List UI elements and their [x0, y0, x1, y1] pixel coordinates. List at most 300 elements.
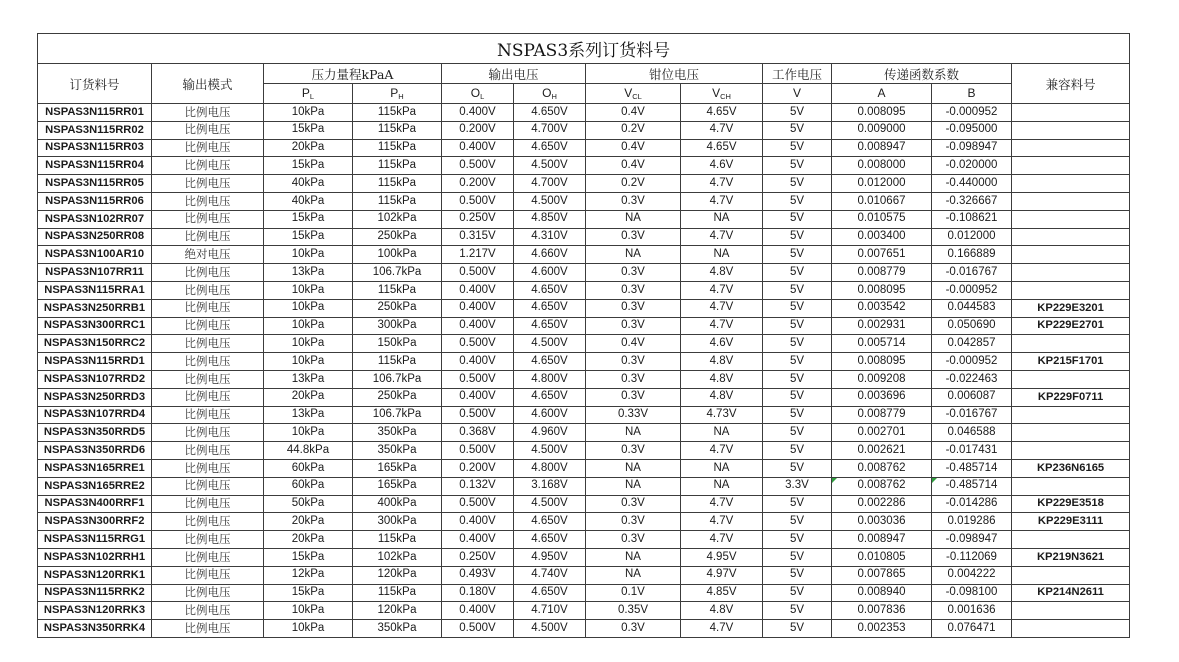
supply-voltage-cell: 5V — [763, 388, 832, 406]
output-low-cell: 0.500V — [442, 620, 514, 638]
output-mode-cell: 比例电压 — [152, 264, 264, 282]
clamp-high-cell: 4.7V — [681, 192, 763, 210]
pressure-low-cell: 40kPa — [264, 192, 353, 210]
supply-voltage-cell: 5V — [763, 121, 832, 139]
pressure-low-cell: 60kPa — [264, 459, 353, 477]
pressure-low-cell: 10kPa — [264, 281, 353, 299]
compatible-part-cell — [1012, 281, 1130, 299]
output-mode-cell: 比例电压 — [152, 175, 264, 193]
coeff-b-cell: -0.016767 — [932, 406, 1012, 424]
pressure-low-cell: 12kPa — [264, 566, 353, 584]
compatible-part-cell — [1012, 157, 1130, 175]
pressure-high-cell: 120kPa — [353, 566, 442, 584]
compatible-part-cell: KP229E3111 — [1012, 513, 1130, 531]
pressure-low-cell: 10kPa — [264, 335, 353, 353]
pressure-low-cell: 10kPa — [264, 620, 353, 638]
pressure-high-cell: 250kPa — [353, 228, 442, 246]
compatible-part-cell: KP229E3518 — [1012, 495, 1130, 513]
clamp-high-cell: 4.8V — [681, 264, 763, 282]
clamp-low-cell: 0.3V — [586, 317, 681, 335]
pressure-low-cell: 15kPa — [264, 121, 353, 139]
coeff-a-cell: 0.003542 — [832, 299, 932, 317]
pressure-low-cell: 10kPa — [264, 104, 353, 122]
table-row — [38, 388, 1130, 406]
coeff-a-cell: 0.003036 — [832, 513, 932, 531]
clamp-low-cell: 0.3V — [586, 620, 681, 638]
output-high-cell: 4.650V — [514, 584, 586, 602]
output-high-cell: 4.700V — [514, 175, 586, 193]
coeff-a-cell: 0.003696 — [832, 388, 932, 406]
clamp-low-cell: 0.3V — [586, 388, 681, 406]
output-high-cell: 4.500V — [514, 620, 586, 638]
header-part-number: 订货料号 — [38, 64, 152, 104]
output-low-cell: 0.500V — [442, 264, 514, 282]
header-output-voltage: 输出电压 — [442, 64, 586, 84]
clamp-low-cell: NA — [586, 477, 681, 495]
clamp-low-cell: 0.3V — [586, 495, 681, 513]
clamp-high-cell: 4.7V — [681, 620, 763, 638]
output-mode-cell: 比例电压 — [152, 370, 264, 388]
header-v-clamp-low: $V_{CL}$ — [586, 84, 681, 104]
pressure-high-cell: 400kPa — [353, 495, 442, 513]
coeff-a-cell: 0.002701 — [832, 424, 932, 442]
part-number-cell: NSPAS3N102RR07 — [38, 210, 152, 228]
header-coeff-a: A — [832, 84, 932, 104]
output-high-cell: 4.650V — [514, 388, 586, 406]
table-row — [38, 424, 1130, 442]
clamp-high-cell: 4.7V — [681, 531, 763, 549]
pressure-low-cell: 20kPa — [264, 139, 353, 157]
coeff-b-cell: -0.022463 — [932, 370, 1012, 388]
pressure-low-cell: 40kPa — [264, 175, 353, 193]
output-high-cell: 4.650V — [514, 317, 586, 335]
pressure-high-cell: 100kPa — [353, 246, 442, 264]
output-mode-cell: 比例电压 — [152, 442, 264, 460]
header-v-supply: V — [763, 84, 832, 104]
output-mode-cell: 比例电压 — [152, 139, 264, 157]
compatible-part-cell — [1012, 620, 1130, 638]
clamp-low-cell: NA — [586, 548, 681, 566]
coeff-b-cell: 0.001636 — [932, 602, 1012, 620]
output-high-cell: 4.950V — [514, 548, 586, 566]
clamp-high-cell: 4.73V — [681, 406, 763, 424]
table-row — [38, 442, 1130, 460]
part-number-cell: NSPAS3N100AR10 — [38, 246, 152, 264]
coeff-a-cell: 0.005714 — [832, 335, 932, 353]
coeff-a-cell: 0.010805 — [832, 548, 932, 566]
table-row — [38, 531, 1130, 549]
compatible-part-cell — [1012, 228, 1130, 246]
compatible-part-cell: KP215F1701 — [1012, 353, 1130, 371]
supply-voltage-cell: 5V — [763, 210, 832, 228]
table-row — [38, 317, 1130, 335]
output-high-cell: 4.650V — [514, 299, 586, 317]
coeff-b-cell: -0.098947 — [932, 531, 1012, 549]
output-low-cell: 0.400V — [442, 104, 514, 122]
part-number-cell: NSPAS3N300RRF2 — [38, 513, 152, 531]
coeff-a-cell: 0.008095 — [832, 281, 932, 299]
part-number-cell: NSPAS3N107RRD2 — [38, 370, 152, 388]
table-row — [38, 335, 1130, 353]
clamp-low-cell: 0.3V — [586, 353, 681, 371]
output-mode-cell: 比例电压 — [152, 228, 264, 246]
part-number-cell: NSPAS3N400RRF1 — [38, 495, 152, 513]
output-mode-cell: 比例电压 — [152, 388, 264, 406]
coeff-a-cell: 0.003400 — [832, 228, 932, 246]
output-low-cell: 0.368V — [442, 424, 514, 442]
clamp-low-cell: 0.4V — [586, 139, 681, 157]
output-low-cell: 0.250V — [442, 210, 514, 228]
compatible-part-cell: KP236N6165 — [1012, 459, 1130, 477]
compatible-part-cell: KP214N2611 — [1012, 584, 1130, 602]
coeff-b-cell: -0.000952 — [932, 281, 1012, 299]
clamp-low-cell: 0.1V — [586, 584, 681, 602]
output-high-cell: 4.960V — [514, 424, 586, 442]
output-mode-cell: 比例电压 — [152, 104, 264, 122]
pressure-high-cell: 115kPa — [353, 157, 442, 175]
output-low-cell: 1.217V — [442, 246, 514, 264]
header-pressure-range: 压力量程kPaA — [264, 64, 442, 84]
supply-voltage-cell: 5V — [763, 317, 832, 335]
coeff-b-cell: -0.485714 — [932, 459, 1012, 477]
part-number-cell: NSPAS3N102RRH1 — [38, 548, 152, 566]
table-row — [38, 459, 1130, 477]
supply-voltage-cell: 5V — [763, 175, 832, 193]
output-mode-cell: 比例电压 — [152, 584, 264, 602]
supply-voltage-cell: 5V — [763, 620, 832, 638]
output-low-cell: 0.200V — [442, 175, 514, 193]
part-number-cell: NSPAS3N250RRD3 — [38, 388, 152, 406]
output-mode-cell: 比例电压 — [152, 299, 264, 317]
part-number-cell: NSPAS3N165RRE2 — [38, 477, 152, 495]
supply-voltage-cell: 5V — [763, 566, 832, 584]
clamp-low-cell: 0.3V — [586, 228, 681, 246]
compatible-part-cell — [1012, 531, 1130, 549]
pressure-high-cell: 350kPa — [353, 424, 442, 442]
pressure-high-cell: 120kPa — [353, 602, 442, 620]
coeff-b-cell: -0.108621 — [932, 210, 1012, 228]
supply-voltage-cell: 5V — [763, 602, 832, 620]
output-high-cell: 4.700V — [514, 121, 586, 139]
compatible-part-cell — [1012, 192, 1130, 210]
clamp-high-cell: 4.7V — [681, 228, 763, 246]
pressure-high-cell: 102kPa — [353, 548, 442, 566]
part-number-cell: NSPAS3N115RR03 — [38, 139, 152, 157]
header-o-high: $O_H$ — [514, 84, 586, 104]
output-mode-cell: 比例电压 — [152, 513, 264, 531]
output-low-cell: 0.500V — [442, 157, 514, 175]
pressure-low-cell: 10kPa — [264, 424, 353, 442]
part-number-cell: NSPAS3N165RRE1 — [38, 459, 152, 477]
clamp-high-cell: 4.85V — [681, 584, 763, 602]
coeff-a-cell: 0.002286 — [832, 495, 932, 513]
clamp-high-cell: NA — [681, 477, 763, 495]
table-body — [38, 104, 1130, 638]
output-mode-cell: 比例电压 — [152, 566, 264, 584]
coeff-a-cell: 0.010667 — [832, 192, 932, 210]
coeff-a-cell: 0.008095 — [832, 104, 932, 122]
coeff-a-cell: 0.007651 — [832, 246, 932, 264]
clamp-high-cell: 4.7V — [681, 495, 763, 513]
table-row — [38, 210, 1130, 228]
output-low-cell: 0.400V — [442, 299, 514, 317]
part-number-cell: NSPAS3N115RRK2 — [38, 584, 152, 602]
supply-voltage-cell: 5V — [763, 406, 832, 424]
part-number-cell: NSPAS3N115RR01 — [38, 104, 152, 122]
supply-voltage-cell: 5V — [763, 370, 832, 388]
supply-voltage-cell: 5V — [763, 246, 832, 264]
table-row — [38, 281, 1130, 299]
part-number-cell: NSPAS3N120RRK1 — [38, 566, 152, 584]
output-high-cell: 3.168V — [514, 477, 586, 495]
pressure-low-cell: 13kPa — [264, 370, 353, 388]
part-number-cell: NSPAS3N150RRC2 — [38, 335, 152, 353]
output-high-cell: 4.310V — [514, 228, 586, 246]
supply-voltage-cell: 5V — [763, 228, 832, 246]
compatible-part-cell — [1012, 121, 1130, 139]
table-title: NSPAS3系列订货料号 — [38, 34, 1130, 64]
part-number-cell: NSPAS3N120RRK3 — [38, 602, 152, 620]
coeff-b-cell: 0.004222 — [932, 566, 1012, 584]
coeff-b-cell: -0.000952 — [932, 353, 1012, 371]
output-mode-cell: 比例电压 — [152, 531, 264, 549]
output-high-cell: 4.650V — [514, 281, 586, 299]
clamp-low-cell: NA — [586, 246, 681, 264]
clamp-high-cell: 4.8V — [681, 602, 763, 620]
clamp-low-cell: NA — [586, 566, 681, 584]
coeff-a-cell: 0.007836 — [832, 602, 932, 620]
clamp-high-cell: 4.95V — [681, 548, 763, 566]
compatible-part-cell — [1012, 442, 1130, 460]
pressure-high-cell: 102kPa — [353, 210, 442, 228]
coeff-b-cell: -0.326667 — [932, 192, 1012, 210]
coeff-a-cell: 0.008940 — [832, 584, 932, 602]
supply-voltage-cell: 5V — [763, 531, 832, 549]
coeff-a-cell: 0.008779 — [832, 406, 932, 424]
pressure-low-cell: 15kPa — [264, 210, 353, 228]
output-mode-cell: 比例电压 — [152, 353, 264, 371]
output-low-cell: 0.400V — [442, 388, 514, 406]
supply-voltage-cell: 5V — [763, 513, 832, 531]
supply-voltage-cell: 3.3V — [763, 477, 832, 495]
clamp-high-cell: 4.6V — [681, 335, 763, 353]
part-number-cell: NSPAS3N115RRA1 — [38, 281, 152, 299]
supply-voltage-cell: 5V — [763, 281, 832, 299]
coeff-b-cell: 0.076471 — [932, 620, 1012, 638]
coeff-b-cell: 0.044583 — [932, 299, 1012, 317]
compatible-part-cell — [1012, 602, 1130, 620]
pressure-low-cell: 20kPa — [264, 388, 353, 406]
part-number-cell: NSPAS3N350RRK4 — [38, 620, 152, 638]
output-mode-cell: 比例电压 — [152, 335, 264, 353]
pressure-low-cell: 20kPa — [264, 513, 353, 531]
coeff-a-cell: 0.008095 — [832, 353, 932, 371]
output-low-cell: 0.315V — [442, 228, 514, 246]
header-p-low: $P_L$ — [264, 84, 353, 104]
pressure-high-cell: 350kPa — [353, 442, 442, 460]
header-v-clamp-high: $V_{CH}$ — [681, 84, 763, 104]
coeff-a-cell: 0.002353 — [832, 620, 932, 638]
output-high-cell: 4.500V — [514, 157, 586, 175]
clamp-high-cell: NA — [681, 459, 763, 477]
clamp-low-cell: NA — [586, 424, 681, 442]
compatible-part-cell: KP229F0711 — [1012, 388, 1130, 406]
clamp-high-cell: 4.97V — [681, 566, 763, 584]
supply-voltage-cell: 5V — [763, 104, 832, 122]
compatible-part-cell — [1012, 335, 1130, 353]
compatible-part-cell — [1012, 139, 1130, 157]
clamp-high-cell: 4.6V — [681, 157, 763, 175]
part-number-cell: NSPAS3N250RR08 — [38, 228, 152, 246]
output-high-cell: 4.650V — [514, 531, 586, 549]
supply-voltage-cell: 5V — [763, 424, 832, 442]
clamp-low-cell: 0.3V — [586, 442, 681, 460]
pressure-high-cell: 115kPa — [353, 584, 442, 602]
clamp-low-cell: 0.2V — [586, 121, 681, 139]
supply-voltage-cell: 5V — [763, 264, 832, 282]
header-coeff-b: B — [932, 84, 1012, 104]
pressure-low-cell: 10kPa — [264, 317, 353, 335]
clamp-low-cell: 0.4V — [586, 104, 681, 122]
output-low-cell: 0.400V — [442, 602, 514, 620]
table-row — [38, 602, 1130, 620]
coeff-b-cell: -0.014286 — [932, 495, 1012, 513]
compatible-part-cell — [1012, 104, 1130, 122]
output-high-cell: 4.650V — [514, 104, 586, 122]
supply-voltage-cell: 5V — [763, 548, 832, 566]
coeff-b-cell: -0.485714 — [932, 477, 1012, 495]
pressure-high-cell: 115kPa — [353, 281, 442, 299]
clamp-high-cell: 4.7V — [681, 121, 763, 139]
supply-voltage-cell: 5V — [763, 192, 832, 210]
pressure-high-cell: 165kPa — [353, 477, 442, 495]
coeff-a-cell: 0.012000 — [832, 175, 932, 193]
output-high-cell: 4.660V — [514, 246, 586, 264]
compatible-part-cell — [1012, 566, 1130, 584]
output-low-cell: 0.500V — [442, 495, 514, 513]
clamp-high-cell: 4.7V — [681, 317, 763, 335]
pressure-low-cell: 10kPa — [264, 299, 353, 317]
coeff-b-cell: -0.000952 — [932, 104, 1012, 122]
coeff-b-cell: -0.095000 — [932, 121, 1012, 139]
compatible-part-cell: KP229E2701 — [1012, 317, 1130, 335]
output-low-cell: 0.200V — [442, 121, 514, 139]
coeff-a-cell: 0.008947 — [832, 531, 932, 549]
header-clamp-voltage: 钳位电压 — [586, 64, 763, 84]
output-mode-cell: 比例电压 — [152, 121, 264, 139]
coeff-a-cell: 0.008762 — [832, 459, 932, 477]
pressure-low-cell: 15kPa — [264, 228, 353, 246]
coeff-a-cell: 0.009208 — [832, 370, 932, 388]
compatible-part-cell: KP219N3621 — [1012, 548, 1130, 566]
supply-voltage-cell: 5V — [763, 139, 832, 157]
pressure-low-cell: 50kPa — [264, 495, 353, 513]
part-number-cell: NSPAS3N115RR05 — [38, 175, 152, 193]
coeff-b-cell: -0.440000 — [932, 175, 1012, 193]
table-title-row — [38, 34, 1130, 64]
coeff-a-cell: 0.009000 — [832, 121, 932, 139]
coeff-a-cell: 0.008762 — [832, 477, 932, 495]
compatible-part-cell — [1012, 406, 1130, 424]
pressure-low-cell: 15kPa — [264, 548, 353, 566]
pressure-high-cell: 300kPa — [353, 317, 442, 335]
output-mode-cell: 比例电压 — [152, 210, 264, 228]
output-high-cell: 4.600V — [514, 264, 586, 282]
part-number-cell: NSPAS3N115RR04 — [38, 157, 152, 175]
output-high-cell: 4.500V — [514, 495, 586, 513]
pressure-low-cell: 44.8kPa — [264, 442, 353, 460]
clamp-low-cell: 0.3V — [586, 192, 681, 210]
clamp-high-cell: 4.7V — [681, 299, 763, 317]
table-row — [38, 584, 1130, 602]
output-low-cell: 0.500V — [442, 406, 514, 424]
clamp-high-cell: 4.65V — [681, 139, 763, 157]
output-mode-cell: 比例电压 — [152, 281, 264, 299]
pressure-high-cell: 115kPa — [353, 531, 442, 549]
coeff-a-cell: 0.002931 — [832, 317, 932, 335]
output-high-cell: 4.710V — [514, 602, 586, 620]
part-number-cell: NSPAS3N350RRD5 — [38, 424, 152, 442]
output-mode-cell: 比例电压 — [152, 602, 264, 620]
header-output-mode: 输出模式 — [152, 64, 264, 104]
pressure-high-cell: 165kPa — [353, 459, 442, 477]
supply-voltage-cell: 5V — [763, 495, 832, 513]
supply-voltage-cell: 5V — [763, 299, 832, 317]
output-mode-cell: 比例电压 — [152, 192, 264, 210]
output-low-cell: 0.500V — [442, 370, 514, 388]
output-high-cell: 4.850V — [514, 210, 586, 228]
clamp-high-cell: 4.7V — [681, 281, 763, 299]
output-high-cell: 4.740V — [514, 566, 586, 584]
clamp-high-cell: 4.8V — [681, 388, 763, 406]
table-row — [38, 139, 1130, 157]
compatible-part-cell — [1012, 210, 1130, 228]
output-low-cell: 0.400V — [442, 353, 514, 371]
table-row — [38, 513, 1130, 531]
coeff-b-cell: 0.012000 — [932, 228, 1012, 246]
clamp-high-cell: NA — [681, 424, 763, 442]
table-row — [38, 548, 1130, 566]
pressure-high-cell: 115kPa — [353, 104, 442, 122]
output-high-cell: 4.800V — [514, 370, 586, 388]
header-group-row — [38, 64, 1130, 84]
coeff-a-cell: 0.008000 — [832, 157, 932, 175]
clamp-high-cell: 4.8V — [681, 370, 763, 388]
coeff-b-cell: -0.016767 — [932, 264, 1012, 282]
part-number-cell: NSPAS3N250RRB1 — [38, 299, 152, 317]
output-low-cell: 0.400V — [442, 139, 514, 157]
supply-voltage-cell: 5V — [763, 584, 832, 602]
output-mode-cell: 比例电压 — [152, 424, 264, 442]
output-mode-cell: 比例电压 — [152, 317, 264, 335]
pressure-low-cell: 13kPa — [264, 406, 353, 424]
table-row — [38, 406, 1130, 424]
coeff-b-cell: -0.017431 — [932, 442, 1012, 460]
supply-voltage-cell: 5V — [763, 459, 832, 477]
supply-voltage-cell: 5V — [763, 157, 832, 175]
part-number-cell: NSPAS3N107RRD4 — [38, 406, 152, 424]
pressure-high-cell: 250kPa — [353, 388, 442, 406]
coeff-b-cell: 0.050690 — [932, 317, 1012, 335]
table-row — [38, 477, 1130, 495]
output-low-cell: 0.500V — [442, 192, 514, 210]
compatible-part-cell — [1012, 370, 1130, 388]
output-mode-cell: 比例电压 — [152, 477, 264, 495]
clamp-high-cell: 4.7V — [681, 442, 763, 460]
table-row — [38, 104, 1130, 122]
output-mode-cell: 比例电压 — [152, 459, 264, 477]
pressure-high-cell: 115kPa — [353, 121, 442, 139]
